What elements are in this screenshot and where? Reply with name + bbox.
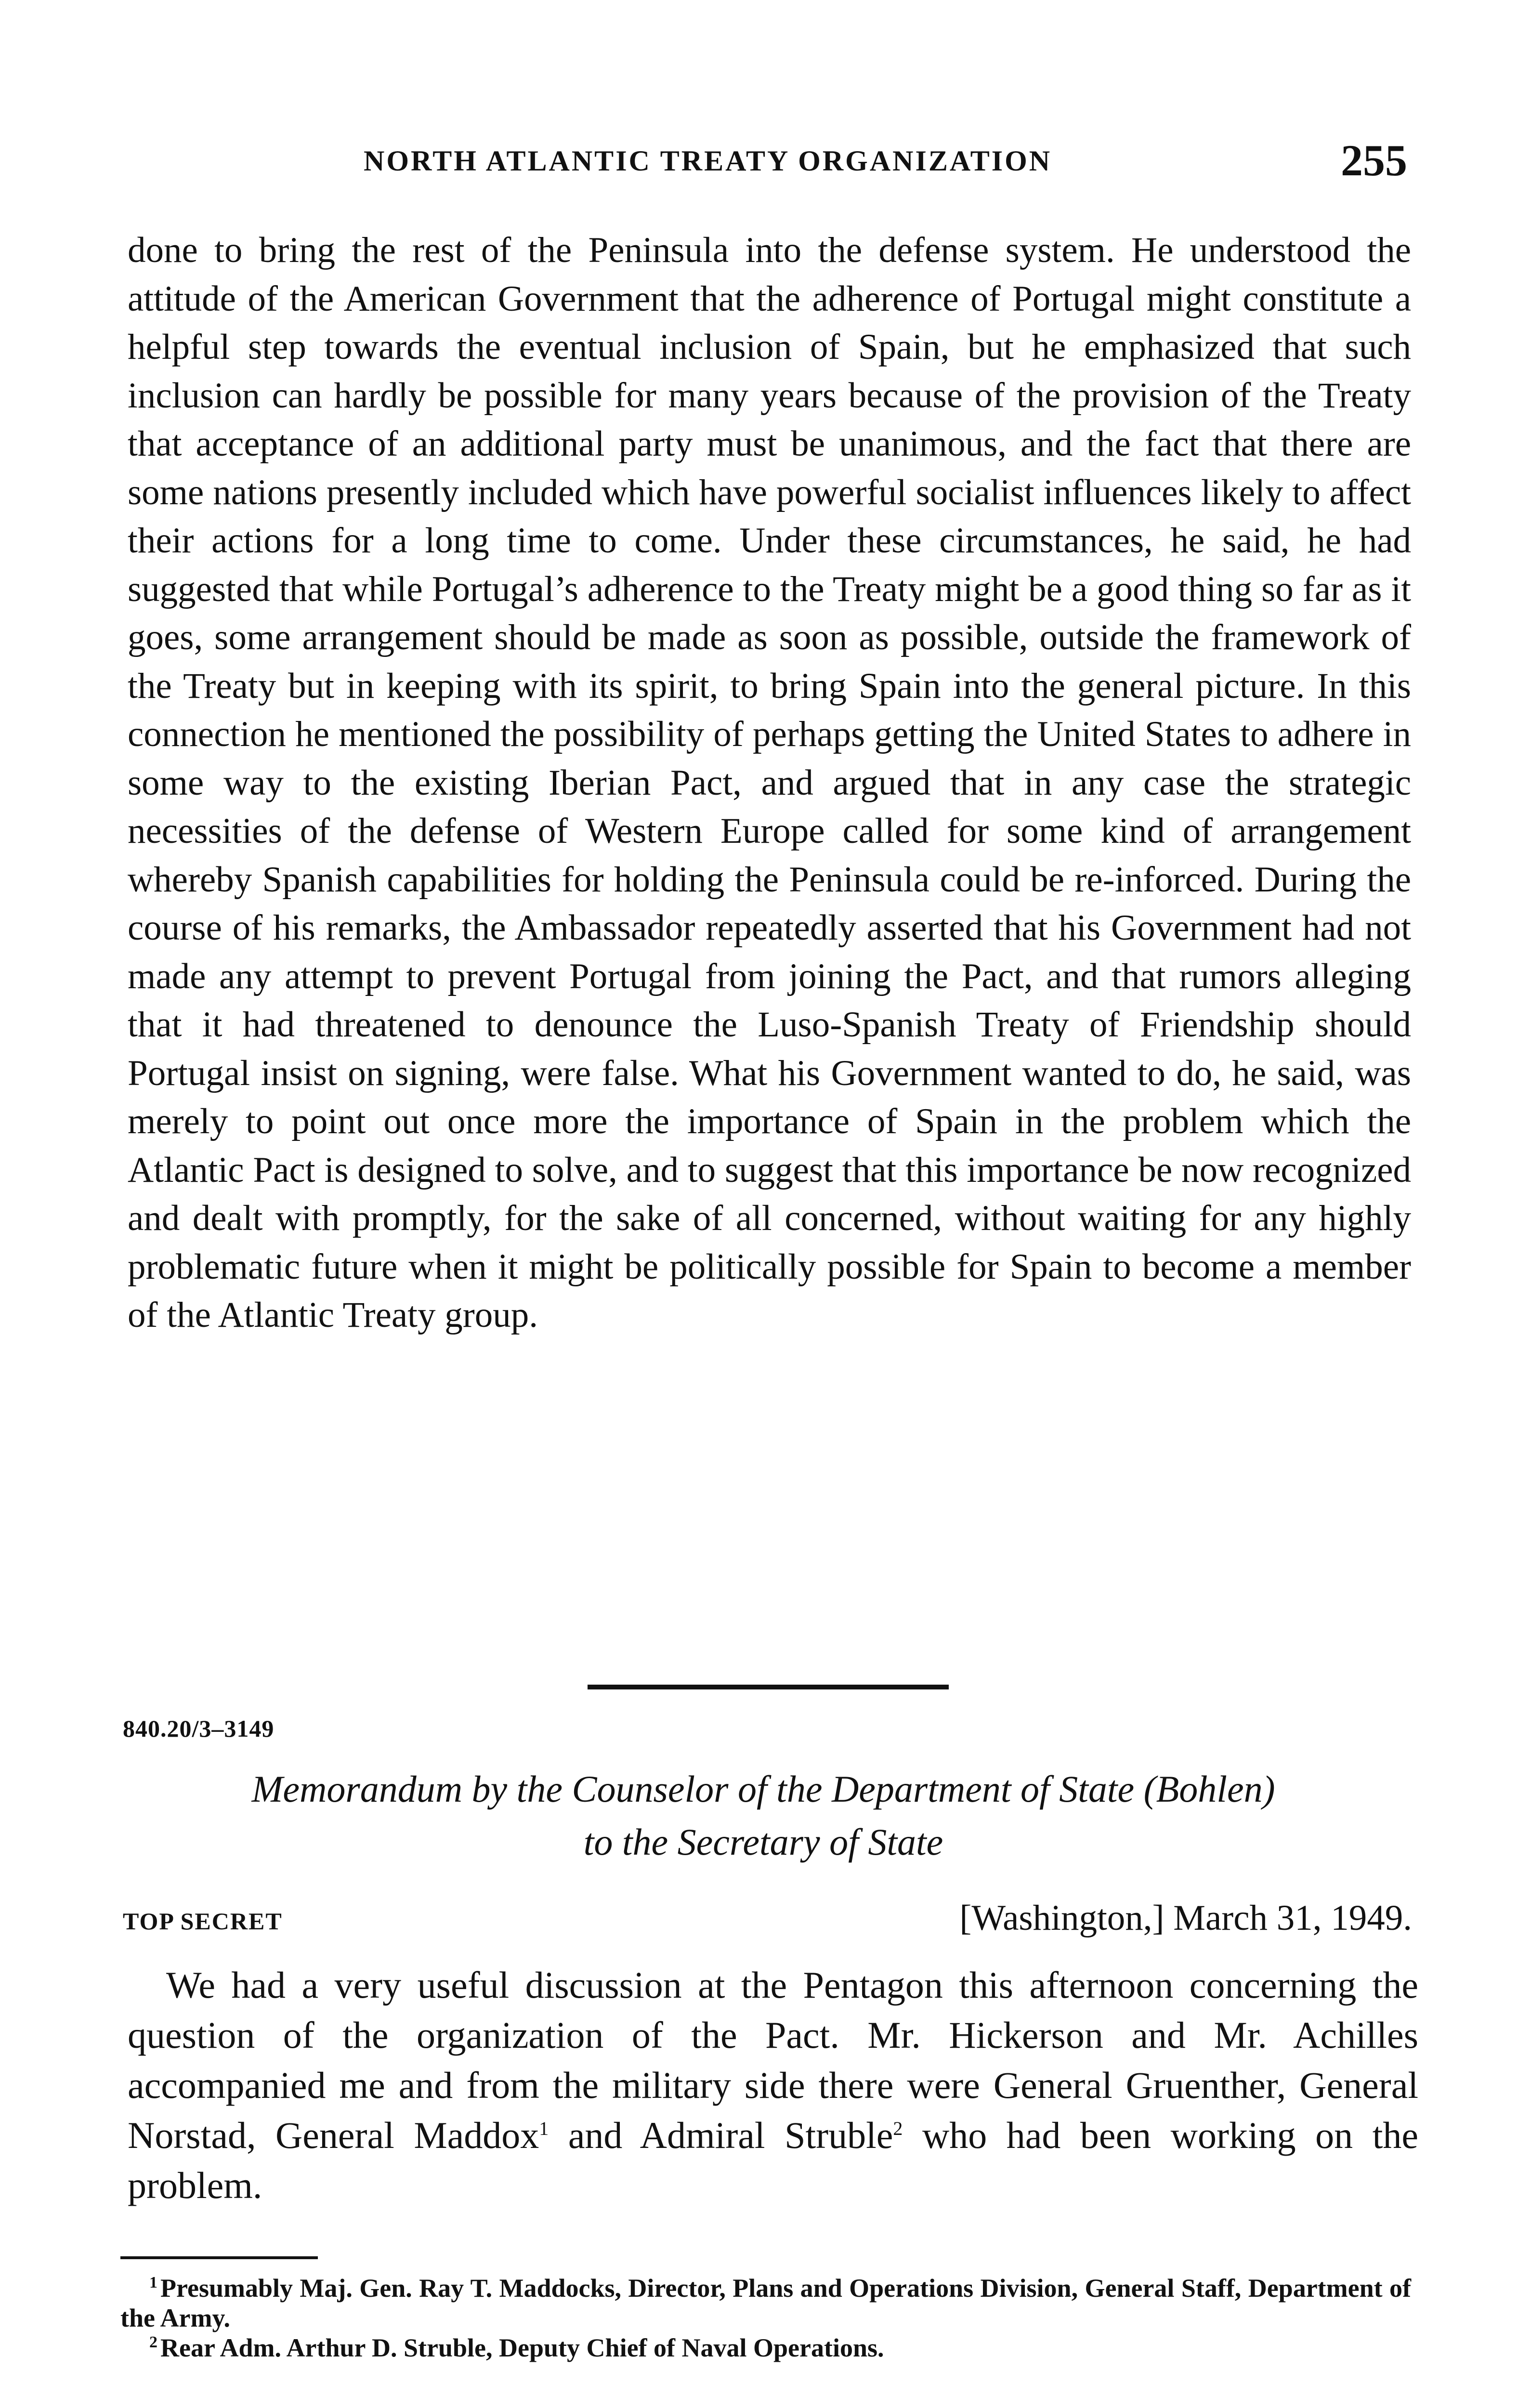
footnote-reference-2: 2 [893,2118,903,2139]
section-divider [588,1685,949,1689]
file-number: 840.20/3–3149 [123,1715,275,1742]
footnote-text-2: Rear Adm. Arthur D. Struble, Deputy Chief of Naval Operations. [160,2333,884,2362]
footnote-mark-1: 1 [149,2274,157,2291]
memo-body-paragraph [128,1960,1418,2211]
memo-title [116,1763,1411,1869]
footnote-1 [120,2273,1411,2333]
classification-label: TOP SECRET [123,1908,283,1935]
memo-body-text-1: We had a very useful discussion at the Pentagon this afternoon concerning the question of the organization of the Pact. Mr. Hickerson and Mr. Achilles accompanied me and from the military side there were General Gruenther, General Norstad, General Maddox [128,1964,1418,2156]
footnote-divider [120,2256,318,2259]
memo-title-line-1: Memorandum by the Counselor of the Department of State (Bohlen) [251,1768,1275,1810]
page-number: 255 [1341,136,1407,185]
footnote-text-1: Presumably Maj. Gen. Ray T. Maddocks, Director, Plans and Operations Division, General Staff, Department of the Army. [120,2274,1411,2332]
dateline: [Washington,] March 31, 1949. [959,1898,1412,1938]
footnotes [120,2273,1411,2363]
memo-body-text-2: and Admiral Struble [549,2114,893,2156]
memo-title-line-2: to the Secretary of State [583,1821,943,1863]
memo-body-text-3: who had been working on the problem. [128,2114,1418,2206]
footnote-reference-1: 1 [539,2118,549,2139]
footnote-mark-2: 2 [149,2333,157,2351]
continued-paragraph: done to bring the rest of the Peninsula into the defense system. He understood the attitude of the American Government that the adherence of Portugal might constitute a helpful step towards the eventual inclusion of Spain, but he emphasized that such inclusion can hardly be possible for many years because of the provision of the Treaty that acceptance of an additional party must be unanimous, and the fact that there are some nations presently included which have powerful socialist influences likely to affect their actions for a long time to come. Under these circumstances, he said, he had suggested that while Portugal’s adherence to the Treaty might be a good thing so far as it goes, some arrangement should be made as soon as possible, outside the framework of the Treaty but in keeping with its spirit, to bring Spain into the general picture. In this connection he mentioned the possibility of perhaps getting the United States to adhere in some way to the existing Iberian Pact, and argued that in any case the strategic necessities of the defense of Western Europe called for some kind of arrangement whereby Spanish capabilities for holding the Peninsula could be re-inforced. During the course of his remarks, the Ambassador repeatedly asserted that his Government had not made any attempt to prevent Portugal from joining the Pact, and that rumors alleging that it had threatened to denounce the Luso-Spanish Treaty of Friendship should Portugal insist on signing, were false. What his Government wanted to do, he said, was merely to point out once more the importance of Spain in the problem which the Atlantic Pact is designed to solve, and to suggest that this importance be now recognized and dealt with promptly, for the sake of all concerned, without waiting for any highly problematic future when it might be politically possible for Spain to become a member of the Atlantic Treaty group. [128,230,1411,1335]
running-head: NORTH ATLANTIC TREATY ORGANIZATION [364,145,1052,177]
footnote-2 [120,2333,1411,2363]
